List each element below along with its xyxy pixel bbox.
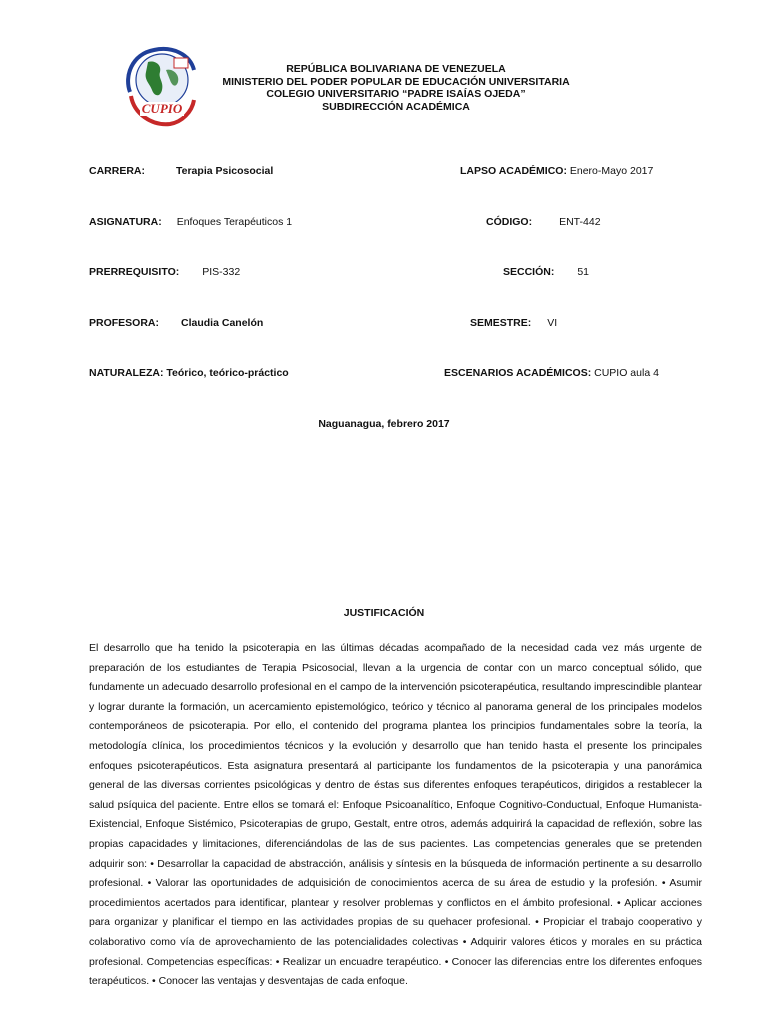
field-carrera xyxy=(89,165,273,177)
logo-text: CUPIO xyxy=(141,101,183,116)
seccion-value: 51 xyxy=(577,266,590,278)
field-prerrequisito xyxy=(89,266,240,278)
header-line-subdireccion: SUBDIRECCIÓN ACADÉMICA xyxy=(322,100,470,113)
escenarios-value: CUPIO aula 4 xyxy=(594,367,659,379)
escenarios-label: ESCENARIOS ACADÉMICOS: xyxy=(444,367,592,379)
field-profesora xyxy=(89,317,263,329)
field-semestre xyxy=(470,317,557,329)
justificacion-title: JUSTIFICACIÓN xyxy=(343,607,425,619)
field-seccion xyxy=(503,266,589,278)
seccion-label: SECCIÓN: xyxy=(503,266,555,278)
header-line-ministerio: MINISTERIO DEL PODER POPULAR DE EDUCACIÓN UNIVERSITARIA xyxy=(222,75,570,88)
date-line: Naguanagua, febrero 2017 xyxy=(318,418,450,430)
semestre-label: SEMESTRE: xyxy=(470,317,532,329)
lapso-value: Enero-Mayo 2017 xyxy=(569,165,654,177)
codigo-value: ENT-442 xyxy=(559,216,601,228)
institution-header xyxy=(200,63,592,113)
justificacion-text: El desarrollo que ha tenido la psicoterapia en las últimas décadas acompañado de la necesidad cada vez más urgente de preparación de los estudiantes de Terapia Psicosocial, llevan a la urgencia de contar con un marco conceptual sólido, que fundamente un adecuado desarrollo profesional en el campo de la intervención psicoterapéutica, resultando imprescindible plantear y lograr durante la formación, un acercamiento epistemológico, teórico y técnico al panorama general de los principales modelos contemporáneos de psicoterapia. Por ello, el contenido del programa plantea los principios fundamentales sobre la teoría, la metodología clínica, los procedimientos técnicos y la evolución y desarrollo que han tenido hasta el presente los principales enfoques psicoterapéuticos. Esta asignatura presentará al participante los fundamentos de la psicoterapia y una panorámica general de las diversas corrientes psicológicas y dentro de éstas sus diferentes enfoques terapéuticos, dirigidos a restablecer la salud psíquica del paciente. Entre ellos se tomará el: Enfoque Psicoanalítico, Enfoque Cognitivo-Conductual, Enfoque Humanista-Existencial, Enfoque Sistémico, Psicoterapias de grupo, Gestalt, entre otros, además adquirirá la capacidad de reflexión, sobre las propias capacidades y limitaciones, diferenciándolas de las de sus pacientes. Las competencias generales que se pretenden adquirir son: • Desarrollar la capacidad de abstracción, análisis y síntesis en la búsqueda de información pertinente a su desarrollo profesional. • Valorar las oportunidades de adquisición de conocimientos acerca de su área de estudio y la profesión. • Asumir procedimientos acertados para identificar, plantear y resolver problemas y conflictos en el ámbito profesional. • Aplicar acciones para organizar y planificar el tiempo en las actividades propias de su quehacer profesional. • Propiciar el trabajo cooperativo y colaborativo como vía de aprovechamiento de las potencialidades colectivas • Adquirir valores éticos y morales en su práctica profesional. Competencias específicas: • Realizar un encuadre terapéutico. • Conocer las diferencias entre los diferentes enfoques terapéuticos. • Conocer las ventajas y desventajas de cada enfoque. xyxy=(89,642,702,988)
carrera-label: CARRERA: xyxy=(89,165,145,177)
cupio-logo xyxy=(118,40,202,132)
prerrequisito-label: PRERREQUISITO: xyxy=(89,266,180,278)
header-line-colegio: COLEGIO UNIVERSITARIO “PADRE ISAÍAS OJEDA” xyxy=(266,88,526,100)
naturaleza-label: NATURALEZA: xyxy=(89,367,164,379)
asignatura-value: Enfoques Terapéuticos 1 xyxy=(176,216,293,228)
codigo-label: CÓDIGO: xyxy=(486,216,533,228)
lapso-label: LAPSO ACADÉMICO: xyxy=(460,165,567,177)
field-naturaleza xyxy=(89,367,289,379)
field-asignatura xyxy=(89,216,292,228)
semestre-value: VI xyxy=(547,317,558,329)
profesora-value: Claudia Canelón xyxy=(181,317,264,329)
profesora-label: PROFESORA: xyxy=(89,317,160,329)
field-codigo xyxy=(486,216,601,228)
prerrequisito-value: PIS-332 xyxy=(202,266,241,278)
field-lapso xyxy=(460,165,653,177)
field-escenarios xyxy=(444,367,659,379)
carrera-value: Terapia Psicosocial xyxy=(176,165,274,177)
naturaleza-value: Teórico, teórico-práctico xyxy=(166,367,289,379)
asignatura-label: ASIGNATURA: xyxy=(89,216,162,228)
header-line-republica: REPÚBLICA BOLIVARIANA DE VENEZUELA xyxy=(286,63,506,75)
